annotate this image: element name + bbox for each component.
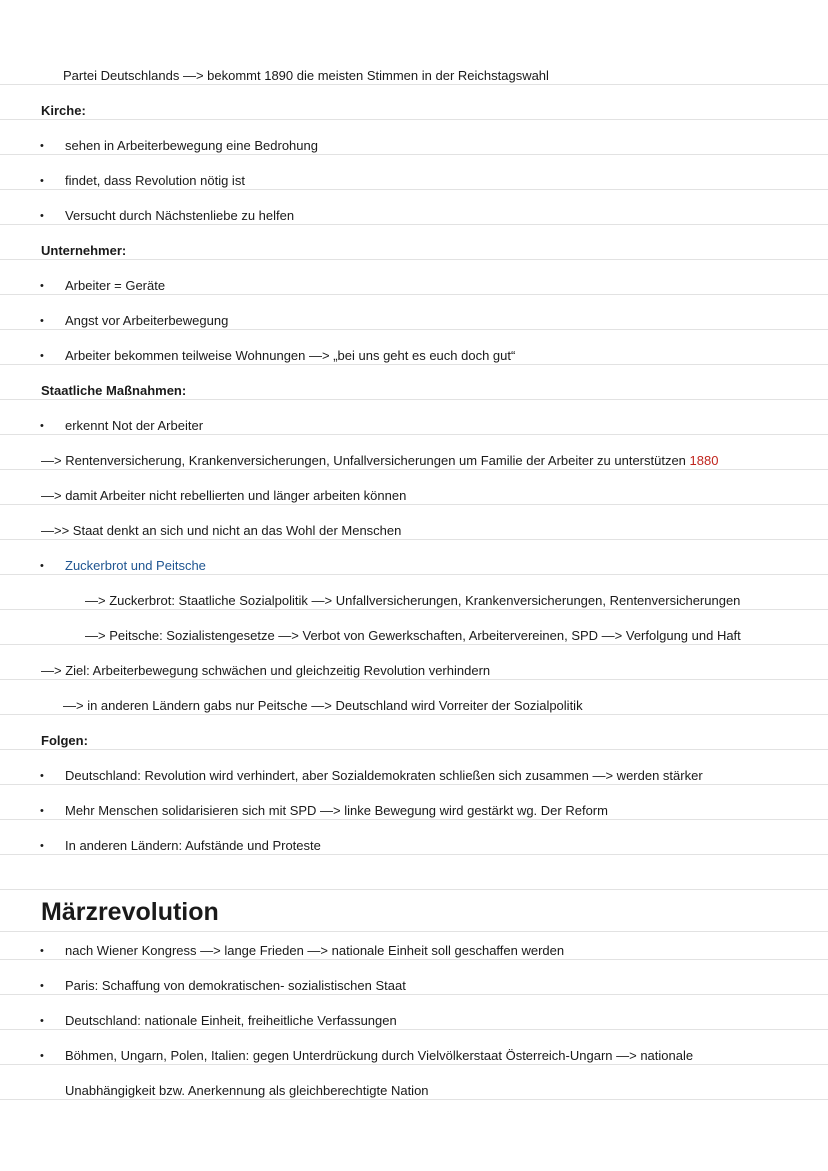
text-line: —> damit Arbeiter nicht rebellierten und länger arbeiten können <box>41 488 407 503</box>
text-line-indented: —> in anderen Ländern gabs nur Peitsche —> Deutschland wird Vorreiter der Sozialpolitik <box>63 698 583 713</box>
ruled-line <box>0 609 828 610</box>
list-item: sehen in Arbeiterbewegung eine Bedrohung <box>65 138 318 153</box>
ruled-line <box>0 224 828 225</box>
bullet: • <box>40 805 44 817</box>
year-highlight: 1880 <box>689 453 719 468</box>
ruled-line <box>0 329 828 330</box>
ruled-line <box>0 714 828 715</box>
ruled-line <box>0 679 828 680</box>
bullet: • <box>40 315 44 327</box>
ruled-line <box>0 399 828 400</box>
section-heading-kirche: Kirche: <box>41 103 86 118</box>
ruled-line <box>0 364 828 365</box>
bullet: • <box>40 350 44 362</box>
list-item: Paris: Schaffung von demokratischen- sozialistischen Staat <box>65 978 406 993</box>
list-item: Deutschland: Revolution wird verhindert, aber Sozialdemokraten schließen sich zusammen —> werden stärker <box>65 768 703 783</box>
ruled-line <box>0 819 828 820</box>
text-line: —> Ziel: Arbeiterbewegung schwächen und gleichzeitig Revolution verhindern <box>41 663 491 678</box>
ruled-line <box>0 504 828 505</box>
ruled-line <box>0 189 828 190</box>
list-item: erkennt Not der Arbeiter <box>65 418 204 433</box>
ruled-line <box>0 994 828 995</box>
section-heading-folgen: Folgen: <box>41 733 88 748</box>
ruled-line <box>0 1099 828 1100</box>
ruled-line <box>0 784 828 785</box>
ruled-line <box>0 959 828 960</box>
list-item-continuation: Unabhängigkeit bzw. Anerkennung als gleichberechtigte Nation <box>65 1083 429 1098</box>
ruled-line <box>0 1064 828 1065</box>
ruled-line <box>0 574 828 575</box>
list-item: Mehr Menschen solidarisieren sich mit SPD —> linke Bewegung wird gestärkt wg. Der Reform <box>65 803 608 818</box>
bullet: • <box>40 840 44 852</box>
ruled-line <box>0 119 828 120</box>
text-line-indented: —> Zuckerbrot: Staatliche Sozialpolitik —> Unfallversicherungen, Krankenversicherungen, Rentenversicherungen <box>85 593 741 608</box>
bullet: • <box>40 420 44 432</box>
list-item: In anderen Ländern: Aufstände und Proteste <box>65 838 321 853</box>
list-item-highlight: Zuckerbrot und Peitsche <box>65 558 206 573</box>
list-item: Arbeiter = Geräte <box>65 278 166 293</box>
section-heading-staatliche-massnahmen: Staatliche Maßnahmen: <box>41 383 187 398</box>
list-item: Versucht durch Nächstenliebe zu helfen <box>65 208 295 223</box>
section-heading-unternehmer: Unternehmer: <box>41 243 127 258</box>
bullet: • <box>40 280 44 292</box>
list-item: Angst vor Arbeiterbewegung <box>65 313 229 328</box>
ruled-line <box>0 84 828 85</box>
text-line: —>> Staat denkt an sich und nicht an das Wohl der Menschen <box>41 523 402 538</box>
bullet: • <box>40 210 44 222</box>
bullet: • <box>40 1015 44 1027</box>
text-line <box>41 453 718 469</box>
ruled-line <box>0 434 828 435</box>
ruled-line <box>0 854 828 855</box>
bullet: • <box>40 175 44 187</box>
text-line-indented: —> Peitsche: Sozialistengesetze —> Verbot von Gewerkschaften, Arbeitervereinen, SPD —> Verfolgung und Haft <box>85 628 741 643</box>
ruled-line <box>0 154 828 155</box>
ruled-line <box>0 644 828 645</box>
list-item: Böhmen, Ungarn, Polen, Italien: gegen Unterdrückung durch Vielvölkerstaat Österreich-Ungarn —> nationale <box>65 1048 694 1063</box>
bullet: • <box>40 1050 44 1062</box>
ruled-line <box>0 539 828 540</box>
ruled-line <box>0 259 828 260</box>
list-item: Arbeiter bekommen teilweise Wohnungen —> „bei uns geht es euch doch gut“ <box>65 348 516 363</box>
bullet: • <box>40 560 44 572</box>
ruled-line <box>0 889 828 890</box>
bullet: • <box>40 980 44 992</box>
ruled-line <box>0 469 828 470</box>
list-item: findet, dass Revolution nötig ist <box>65 173 245 188</box>
ruled-line <box>0 749 828 750</box>
ruled-line <box>0 294 828 295</box>
page-title: Märzrevolution <box>41 898 219 926</box>
list-item: Deutschland: nationale Einheit, freiheitliche Verfassungen <box>65 1013 397 1028</box>
ruled-line <box>0 1029 828 1030</box>
list-item: nach Wiener Kongress —> lange Frieden —> nationale Einheit soll geschaffen werden <box>65 943 565 958</box>
bullet: • <box>40 945 44 957</box>
ruled-line <box>0 931 828 932</box>
bullet: • <box>40 770 44 782</box>
text-line-main: —> Rentenversicherung, Krankenversicherungen, Unfallversicherungen um Familie der Arbeiter zu unterstützen <box>41 453 686 468</box>
text-line: Partei Deutschlands —> bekommt 1890 die meisten Stimmen in der Reichstagswahl <box>63 68 549 83</box>
bullet: • <box>40 140 44 152</box>
